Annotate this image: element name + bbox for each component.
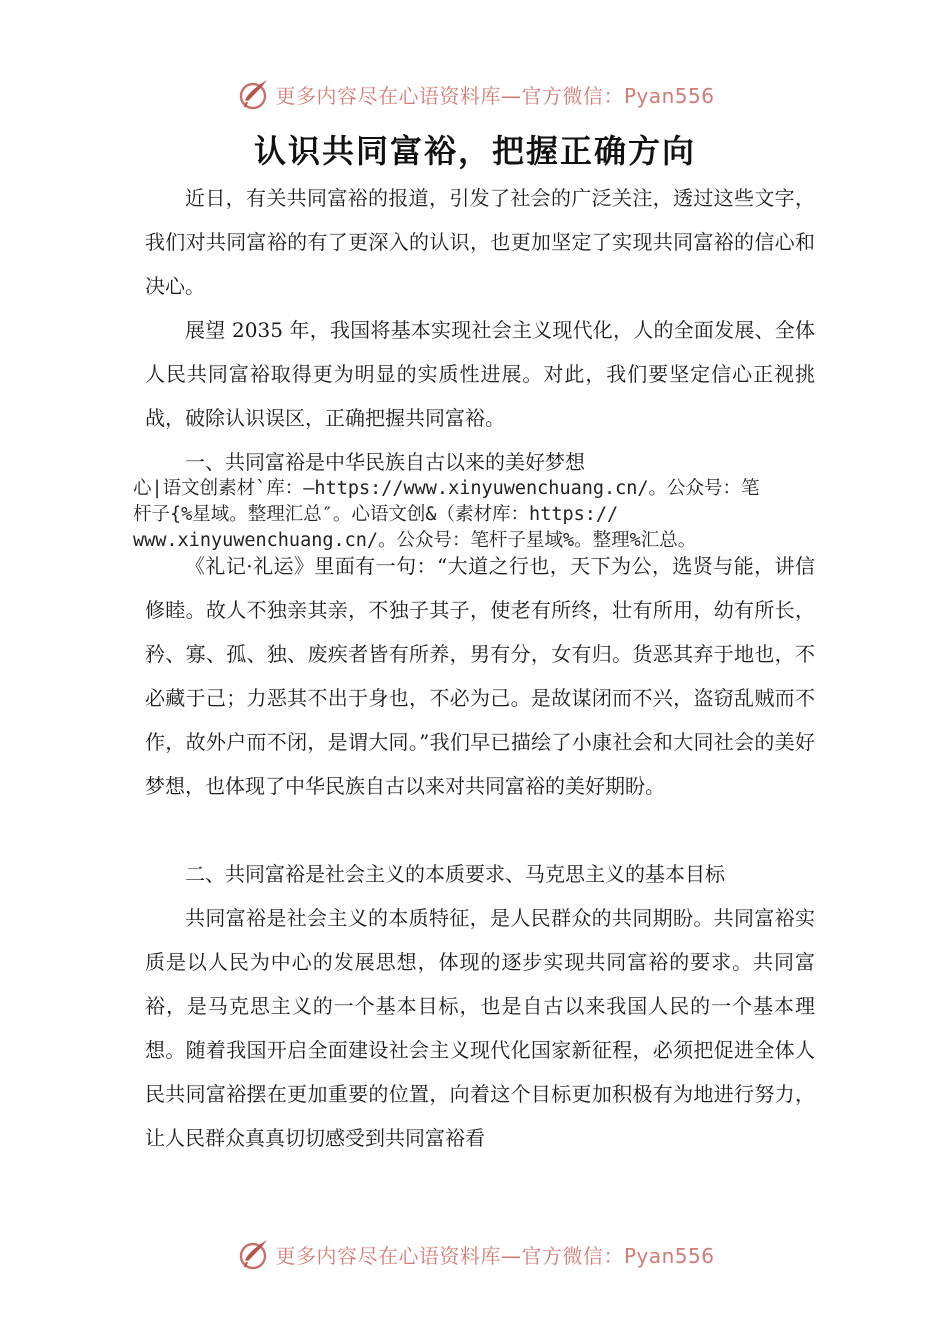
paragraph-liji-quote: 《礼记·礼运》里面有一句：“大道之行也，天下为公，选贤与能，讲信修睦。故人不独亲其亲，不独子其子，使老有所终，壮有所用，幼有所长，矜、寡、孤、独、废疾者皆有所养，男有分，女有归。货恶其弃于地也，不必藏于己；力恶其不出于身也，不必为己。是故谋闭而不兴，盗窃乱贼而不作，故外户而不闭，是谓大同。”我们早已描绘了小康社会和大同社会的美好梦想，也体现了中华民族自古以来对共同富裕的美好期盼。 [145, 554, 815, 798]
header-banner [0, 72, 950, 116]
watermark-line-2: 杆子{%星域。整理汇总″。心语文创&（素材库：https:// [133, 504, 619, 525]
paragraph-intro: 近日，有关共同富裕的报道，引发了社会的广泛关注，透过这些文字，我们对共同富裕的有了更深入的认识，也更加坚定了实现共同富裕的信心和决心。 [145, 186, 815, 298]
section-heading-1: 一、共同富裕是中华民族自古以来的美好梦想 [185, 450, 585, 474]
footer-banner [0, 1232, 950, 1276]
document-title: 认识共同富裕，把握正确方向 [253, 132, 696, 170]
quill-circle-logo-icon [235, 1236, 271, 1272]
footer-banner-content [235, 1236, 714, 1272]
paragraph-socialism: 共同富裕是社会主义的本质特征，是人民群众的共同期盼。共同富裕实质是以人民为中心的发展思想，体现的逐步实现共同富裕的要求。共同富裕，是马克思主义的一个基本目标，也是自古以来我国人民的一个基本理想。随着我国开启全面建设社会主义现代化国家新征程，必须把促进全体人民共同富裕摆在更加重要的位置，向着这个目标更加积极有为地进行努力，让人民群众真真切切感受到共同富裕看 [145, 906, 815, 1150]
paragraph-outlook: 展望 2035 年，我国将基本实现社会主义现代化，人的全面发展、全体人民共同富裕取得更为明显的实质性进展。对此，我们要坚定信心正视挑战，破除认识误区，正确把握共同富裕。 [145, 318, 815, 430]
header-banner-content [235, 76, 714, 112]
watermark-line-1: 心|语文创素材`库：—https://www.xinyuwenchuang.cn/。公众号：笔 [133, 478, 760, 499]
quill-circle-logo-icon [235, 76, 271, 112]
watermark-line-3: www.xinyuwenchuang.cn/。公众号：笔杆子星域%。整理%汇总。 [133, 530, 697, 551]
header-banner-text: 更多内容尽在心语资料库—官方微信：Pyan556 [275, 83, 715, 108]
footer-banner-text: 更多内容尽在心语资料库—官方微信：Pyan556 [275, 1243, 715, 1268]
section-heading-2: 二、共同富裕是社会主义的本质要求、马克思主义的基本目标 [185, 862, 725, 886]
